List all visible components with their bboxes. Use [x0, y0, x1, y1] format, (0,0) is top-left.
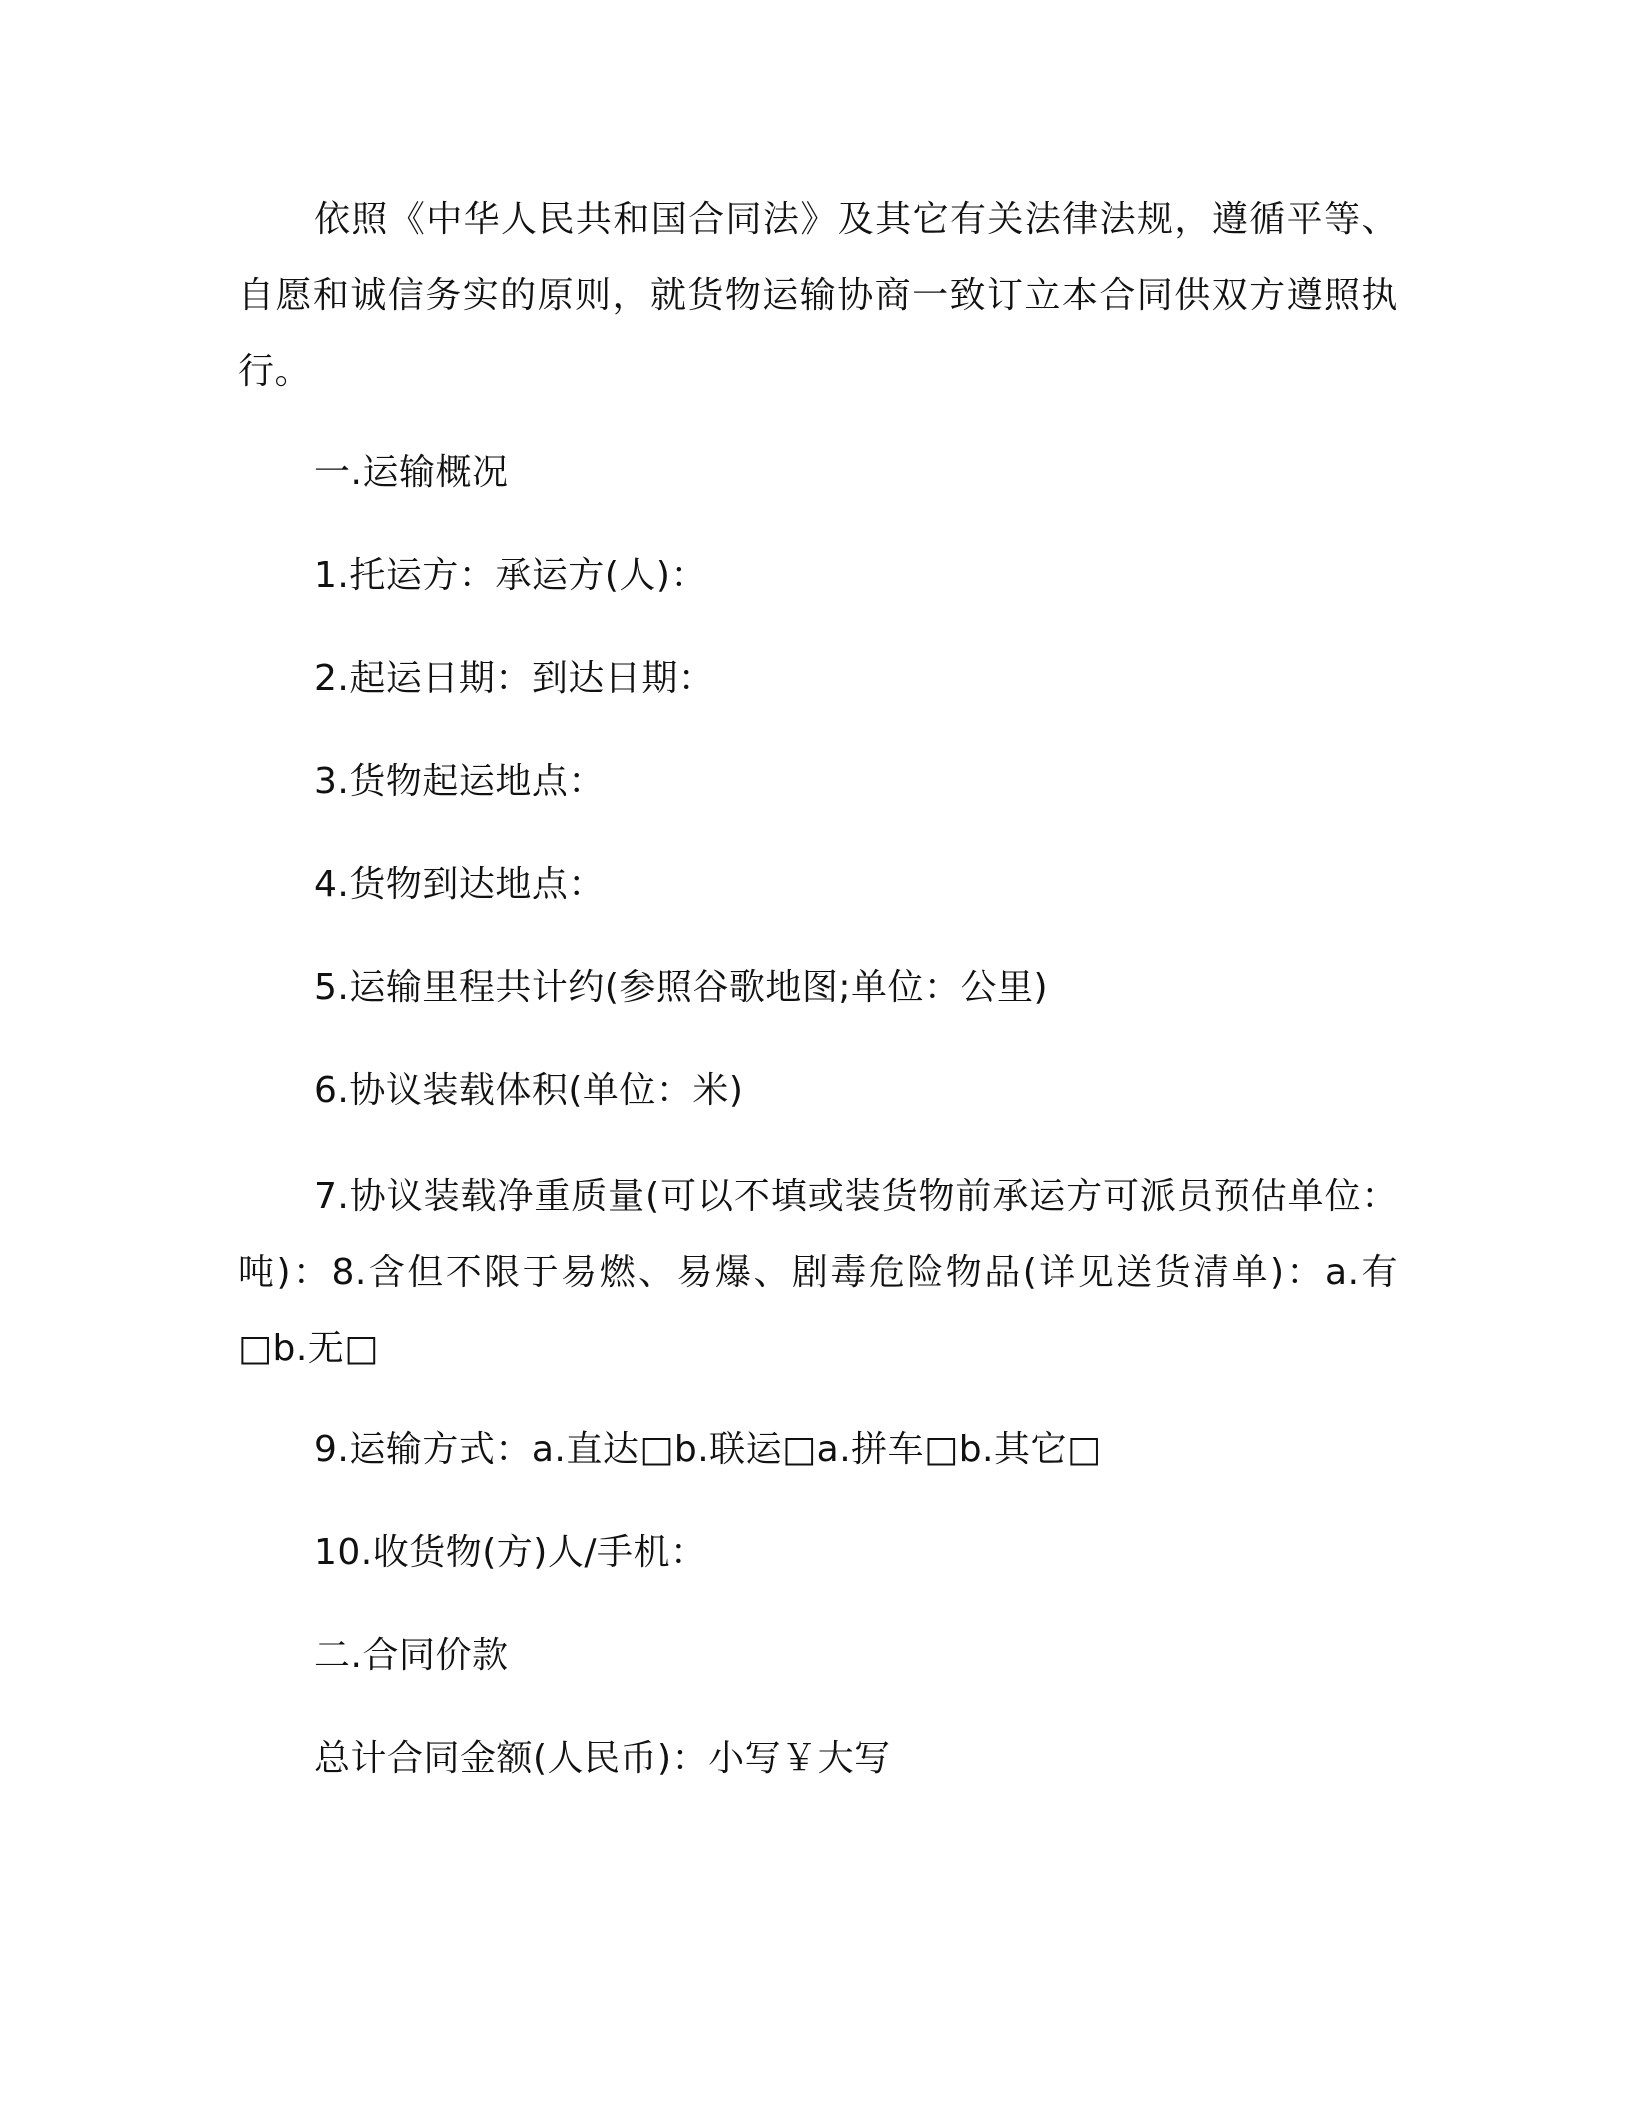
item-9-transport-mode: 9.运输方式：a.直达□b.联运□a.拼车□b.其它□	[314, 1429, 1102, 1470]
intro-paragraph: 依照《中华人民共和国合同法》及其它有关法律法规，遵循平等、自愿和诚信务实的原则，就货物运输协商一致订立本合同供双方遵照执行。	[238, 199, 1398, 392]
item-5-mileage: 5.运输里程共计约(参照谷歌地图;单位：公里)	[314, 967, 1049, 1008]
item-10-receiver: 10.收货物(方)人/手机：	[314, 1532, 707, 1573]
item-4-destination: 4.货物到达地点：	[314, 864, 605, 905]
item-6-volume: 6.协议装载体积(单位：米)	[314, 1070, 744, 1111]
item-3-origin: 3.货物起运地点：	[314, 761, 605, 802]
item-1-parties: 1.托运方：承运方(人)：	[314, 555, 707, 596]
item-7-8-weight-hazard: 7.协议装载净重质量(可以不填或装货物前承运方可派员预估单位：吨)：8.含但不限于易燃、易爆、剧毒危险物品(详见送货清单)：a.有□b.无□	[238, 1176, 1398, 1369]
total-amount: 总计合同金额(人民币)：小写￥大写	[314, 1738, 891, 1779]
section1-heading: 一.运输概况	[314, 452, 509, 493]
section2-heading: 二.合同价款	[314, 1635, 509, 1676]
item-2-dates: 2.起运日期：到达日期：	[314, 658, 715, 699]
